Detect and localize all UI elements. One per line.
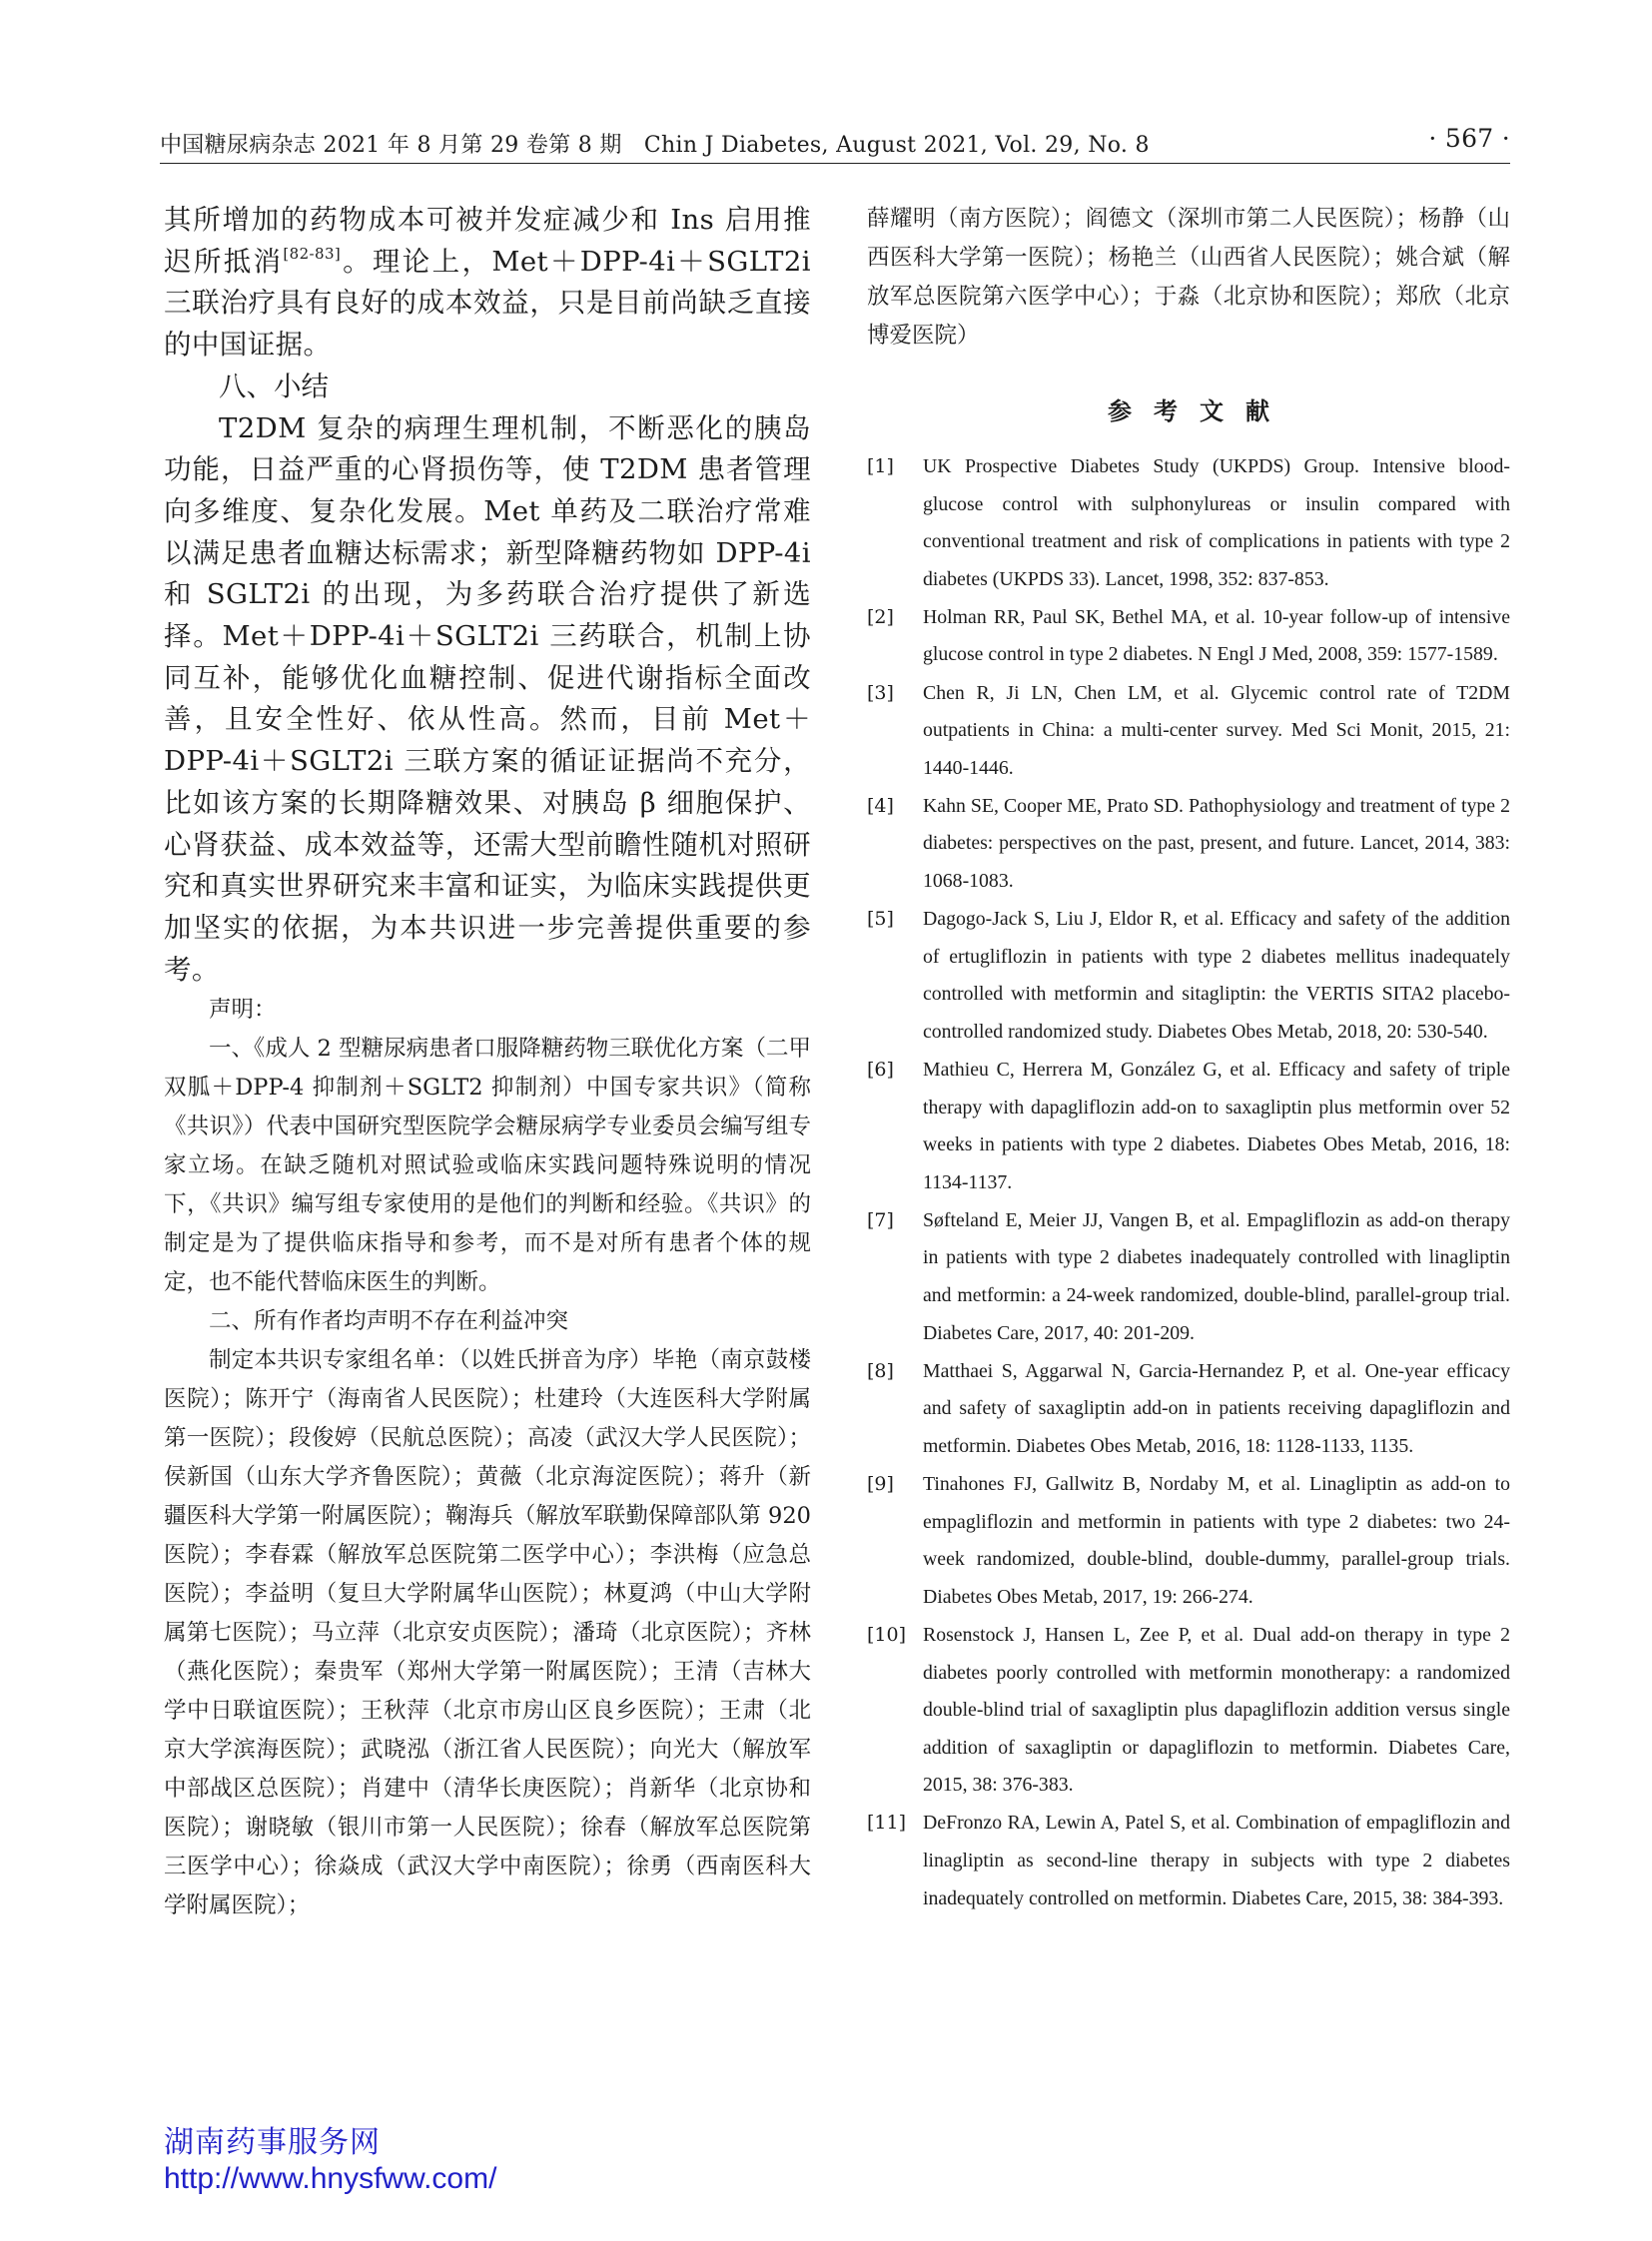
reference-text: Rosenstock J, Hansen L, Zee P, et al. Dual add-on therapy in type 2 diabetes poorly controlled with metformin monotherapy: a randomized double-blind trial of saxagliptin plus dapagliflozin addition versus single addition of saxagliptin or dapagliflozin to metformin. Diabetes Care, 2015, 38: 376-383. [923, 1623, 1510, 1797]
reference-item [867, 1052, 1510, 1201]
header-rule [160, 163, 1510, 164]
cost-text-a: 其所增加的药物成本可被并发症减少和 Ins 启用推迟所抵消 [164, 204, 811, 278]
reference-number: [10] [867, 1623, 907, 1646]
reference-number: [4] [867, 794, 894, 817]
left-column [164, 200, 811, 1925]
cost-text-b: 。理论上，Met＋DPP-4i＋SGLT2i 三联治疗具有良好的成本效益，只是目前尚缺乏直接的中国证据。 [164, 245, 811, 362]
reference-item [867, 788, 1510, 901]
reference-item [867, 1202, 1510, 1352]
site-watermark [164, 2125, 496, 2197]
reference-number: [6] [867, 1059, 894, 1081]
journal-running-title: 中国糖尿病杂志 2021 年 8 月第 29 卷第 8 期 Chin J Diabetes, August 2021, Vol. 29, No. 8 [160, 133, 1150, 158]
reference-number: [2] [867, 605, 894, 628]
cost-paragraph [164, 200, 811, 367]
reference-number: [5] [867, 908, 894, 931]
reference-item [867, 675, 1510, 788]
reference-text: Søfteland E, Meier JJ, Vangen B, et al. Empagliflozin as add-on therapy in patients with type 2 diabetes inadequately controlled with linagliptin and metformin: a 24-week randomized, double-blind, parallel-group trial. Diabetes Care, 2017, 40: 201-209. [923, 1208, 1510, 1344]
reference-item [867, 1805, 1510, 1917]
reference-text: Chen R, Ji LN, Chen LM, et al. Glycemic control rate of T2DM outpatients in China: a multi-center survey. Med Sci Monit, 2015, 21: 1440-1446. [923, 681, 1510, 779]
declaration-paragraph-2: 二、所有作者均声明不存在利益冲突 [209, 1308, 569, 1335]
citation-82-83[interactable]: [82-83] [283, 244, 342, 263]
summary-paragraph: T2DM 复杂的病理生理机制，不断恶化的胰岛功能，日益严重的心肾损伤等，使 T2DM 患者管理向多维度、复杂化发展。Met 单药及二联治疗常难以满足患者血糖达标需求；新型降糖药物如 DPP-4i 和 SGLT2i 的出现，为多药联合治疗提供了新选择。Met＋DPP-4i＋SGLT2i 三药联合，机制上协同互补，能够优化血糖控制、促进代谢指标全面改善，且安全性好、依从性高。然而，目前 Met＋DPP-4i＋SGLT2i 三联方案的循证证据尚不充分，比如该方案的长期降糖效果、对胰岛 β 细胞保护、心肾获益、成本效益等，还需大型前瞻性随机对照研究和真实世界研究来丰富和证实，为临床实践提供更加坚实的依据，为本共识进一步完善提供重要的参考。 [164, 411, 811, 986]
reference-number: [3] [867, 681, 894, 704]
declaration-paragraph-1: 一、《成人 2 型糖尿病患者口服降糖药物三联优化方案（二甲双胍＋DPP-4 抑制剂＋SGLT2 抑制剂）中国专家共识》（简称《共识》）代表中国研究型医院学会糖尿病学专业委员会编写组专家立场。在缺乏随机对照试验或临床实践问题特殊说明的情况下，《共识》编写组专家使用的是他们的判断和经验。《共识》的制定是为了提供临床指导和参考，而不是对所有患者个体的规定，也不能代替临床医生的判断。 [164, 1036, 811, 1296]
panel-members-paragraph: 制定本共识专家组名单：（以姓氏拼音为序）毕艳（南京鼓楼医院）；陈开宁（海南省人民医院）；杜建玲（大连医科大学附属第一医院）；段俊婷（民航总医院）；高凌（武汉大学人民医院）；侯新国（山东大学齐鲁医院）；黄薇（北京海淀医院）；蒋升（新疆医科大学第一附属医院）；鞠海兵（解放军联勤保障部队第 920 医院）；李春霖（解放军总医院第二医学中心）；李洪梅（应急总医院）；李益明（复旦大学附属华山医院）；林夏鸿（中山大学附属第七医院）；马立萍（北京安贞医院）；潘琦（北京医院）；齐林（燕化医院）；秦贵军（郑州大学第一附属医院）；王清（吉林大学中日联谊医院）；王秋萍（北京市房山区良乡医院）；王肃（北京大学滨海医院）；武晓泓（浙江省人民医院）；向光大（解放军中部战区总医院）；肖建中（清华长庚医院）；肖新华（北京协和医院）；谢晓敏（银川市第一人民医院）；徐春（解放军总医院第三医学中心）；徐焱成（武汉大学中南医院）；徐勇（西南医科大学附属医院）； [164, 1347, 811, 1919]
references-title: 参考文献 [1108, 396, 1291, 425]
reference-number: [11] [867, 1812, 907, 1835]
reference-item [867, 1466, 1510, 1616]
reference-text: Mathieu C, Herrera M, González G, et al. Efficacy and safety of triple therapy with dapagliflozin add-on to saxagliptin plus metformin over 52 weeks in patients with type 2 diabetes. Diabetes Obes Metab, 2016, 18: 1134-1137. [923, 1059, 1510, 1193]
reference-text: DeFronzo RA, Lewin A, Patel S, et al. Combination of empagliflozin and linagliptin as second-line therapy in subjects with type 2 diabetes inadequately controlled on metformin. Diabetes Care, 2015, 38: 384-393. [923, 1812, 1510, 1909]
watermark-url-link[interactable]: http://www.hnysfww.com/ [164, 2162, 497, 2195]
reference-number: [8] [867, 1359, 894, 1382]
reference-text: Holman RR, Paul SK, Bethel MA, et al. 10-year follow-up of intensive glucose control in type 2 diabetes. N Engl J Med, 2008, 359: 1577-1589. [923, 605, 1510, 666]
reference-text: UK Prospective Diabetes Study (UKPDS) Group. Intensive blood-glucose control with sulphonylureas or insulin compared with conventional treatment and risk of complications in patients with type 2 diabetes (UKPDS 33). Lancet, 1998, 352: 837-853. [923, 455, 1510, 590]
reference-text: Dagogo-Jack S, Liu J, Eldor R, et al. Efficacy and safety of the addition of ertugliflozin in patients with type 2 diabetes mellitus inadequately controlled with metformin and sitagliptin: the VERTIS SITA2 placebo-controlled randomized study. Diabetes Obes Metab, 2018, 20: 530-540. [923, 908, 1510, 1043]
reference-number: [7] [867, 1208, 894, 1231]
reference-number: [9] [867, 1473, 894, 1496]
panel-members-continued: 薛耀明（南方医院）；阎德文（深圳市第二人民医院）；杨静（山西医科大学第一医院）；杨艳兰（山西省人民医院）；姚合斌（解放军总医院第六医学中心）；于淼（北京协和医院）；郑欣（北京博爱医院） [867, 206, 1510, 349]
reference-item [867, 1353, 1510, 1466]
reference-item [867, 599, 1510, 674]
reference-text: Tinahones FJ, Gallwitz B, Nordaby M, et al. Linagliptin as add-on to empagliflozin and metformin in patients with type 2 diabetes: two 24-week randomized, double-blind, double-dummy, parallel-group trials. Diabetes Obes Metab, 2017, 19: 266-274. [923, 1473, 1510, 1608]
reference-number: [1] [867, 455, 894, 477]
reference-item [867, 1617, 1510, 1805]
reference-item [867, 448, 1510, 598]
section-heading-summary: 八、小结 [219, 370, 329, 402]
reference-list [867, 448, 1510, 1917]
reference-text: Matthaei S, Aggarwal N, Garcia-Hernandez P, et al. One-year efficacy and safety of saxagliptin add-on in patients receiving dapagliflozin and metformin. Diabetes Obes Metab, 2016, 18: 1128-1133, 1135. [923, 1359, 1510, 1457]
reference-text: Kahn SE, Cooper ME, Prato SD. Pathophysiology and treatment of type 2 diabetes: perspectives on the past, present, and future. Lancet, 2014, 383: 1068-1083. [923, 794, 1510, 893]
declaration-heading: 声明： [209, 997, 277, 1024]
watermark-site-name: 湖南药事服务网 [164, 2126, 381, 2159]
right-column [867, 200, 1510, 1918]
running-header [160, 124, 1510, 164]
reference-item [867, 901, 1510, 1051]
page-number: · 567 · [1428, 124, 1510, 153]
